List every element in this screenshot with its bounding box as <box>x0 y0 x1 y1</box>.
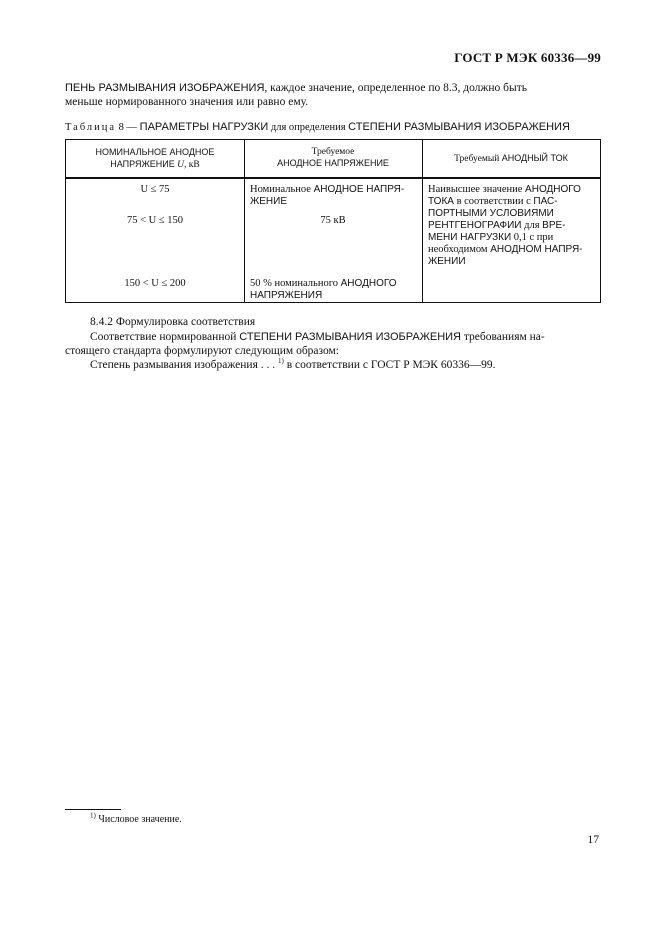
intro-text-2: меньше нормированного значения или равно ему. <box>65 96 309 108</box>
compliance-paragraph <box>65 330 601 358</box>
col2-r1-prefix: Номинальное <box>250 184 314 195</box>
header-col3-prefix: Требуемый <box>454 154 502 164</box>
header-col1-line2: НАПРЯЖЕНИЕ <box>110 159 175 169</box>
p3-end: . <box>492 359 496 371</box>
p3-footnote-ref: 1) <box>277 357 284 366</box>
footnote-text: Числовое значение. <box>95 814 182 825</box>
col3-l3-caps: ПОРТНЫМИ УСЛОВИЯМИ <box>428 208 554 219</box>
table-caption-caps1: ПАРАМЕТРЫ НАГРУЗКИ <box>139 121 269 133</box>
p2-line2: стоящего стандарта формулируют следующим образом: <box>65 345 340 357</box>
col3-l6-text: необходимом <box>428 244 491 255</box>
table-row-2-required-voltage: 75 кВ <box>320 215 346 226</box>
col3-l1-caps: АНОДНОГО <box>525 184 581 195</box>
table-caption-label: Таблица <box>65 122 117 133</box>
footnote <box>90 811 182 825</box>
table-caption-caps2: СТЕПЕНИ РАЗМЫВАНИЯ ИЗОБРАЖЕНИЯ <box>348 121 570 133</box>
col3-l4-caps2: ВРЕ- <box>542 220 566 231</box>
table-caption <box>65 121 605 133</box>
p2-suffix: требованиям на- <box>461 331 545 343</box>
col3-l2-text: в соответствии с <box>453 196 534 207</box>
standard-header: ГОСТ Р МЭК 60336—99 <box>454 50 601 65</box>
intro-text-1: , каждое значение, определенное по 8.3, должно быть <box>264 82 527 94</box>
intro-paragraph <box>65 81 601 109</box>
col2-r3-caps-a: АНОДНОГО <box>340 278 397 289</box>
section-number: 8.4.2 <box>90 316 113 328</box>
table-header-separator <box>66 177 600 179</box>
p2-caps: СТЕПЕНИ РАЗМЫВАНИЯ ИЗОБРАЖЕНИЯ <box>239 331 461 343</box>
p3-prefix: Степень размывания изображения . . . <box>90 359 278 371</box>
header-col2-line1: Требуемое <box>311 147 355 157</box>
table-header-required-voltage <box>244 147 422 170</box>
intro-caps: ПЕНЬ РАЗМЫВАНИЯ ИЗОБРАЖЕНИЯ <box>65 82 265 94</box>
header-col3-caps: АНОДНЫЙ ТОК <box>501 153 568 163</box>
p3-suffix: в соответствии с <box>283 359 371 371</box>
page-number: 17 <box>587 834 599 846</box>
table-row-2-voltage: 75 < U ≤ 150 <box>126 215 184 226</box>
header-col1-unit: , кВ <box>184 160 200 170</box>
table-header-required-current <box>422 153 600 165</box>
table-caption-number: 8 — <box>118 122 140 133</box>
table-row-3-voltage: 150 < U ≤ 200 <box>124 278 186 289</box>
footnote-rule <box>65 809 121 810</box>
col3-l6-caps: АНОДНОМ НАПРЯ- <box>490 244 583 255</box>
load-parameters-table <box>65 139 601 303</box>
p2-prefix: Соответствие нормированной <box>90 331 240 343</box>
section-heading <box>90 316 255 328</box>
table-header-nominal-voltage <box>66 147 244 171</box>
col3-l5-text: 0,1 с при <box>511 232 554 243</box>
section-title: Формулировка соответствия <box>115 316 256 328</box>
col3-l4-text: для <box>521 220 543 231</box>
col3-l1-prefix: Наивысшее значение <box>428 184 526 195</box>
table-required-current <box>428 184 598 268</box>
col3-l2-caps: ТОКА <box>428 196 454 207</box>
col3-l2-caps2: ПАС- <box>533 196 558 207</box>
col3-l7-caps: ЖЕНИИ <box>428 256 466 267</box>
table-caption-mid: для определения <box>268 122 349 133</box>
table-row-3-required-voltage <box>250 278 422 302</box>
col3-l4-caps: РЕНТГЕНОГРАФИИ <box>428 220 522 231</box>
table-row-1-required-voltage <box>250 184 422 208</box>
p3-standard: ГОСТ Р МЭК 60336—99 <box>370 359 493 371</box>
col2-r3-prefix: 50 % номинального <box>250 278 341 289</box>
col3-l5-caps: МЕНИ НАГРУЗКИ <box>428 232 512 243</box>
compliance-statement <box>90 358 610 372</box>
col2-r3-caps-b: НАПРЯЖЕНИЯ <box>250 290 323 301</box>
header-col1-line1: НОМИНАЛЬНОЕ АНОДНОЕ <box>95 147 215 157</box>
col2-r1-caps-a: АНОДНОЕ НАПРЯ- <box>313 184 405 195</box>
footnote-marker: 1) <box>90 811 96 820</box>
header-col2-line2: АНОДНОЕ НАПРЯЖЕНИЕ <box>277 158 389 168</box>
table-row-1-voltage: U ≤ 75 <box>140 184 170 195</box>
col2-r1-caps-b: ЖЕНИЕ <box>250 196 287 207</box>
header-col1-var: U <box>177 160 184 170</box>
